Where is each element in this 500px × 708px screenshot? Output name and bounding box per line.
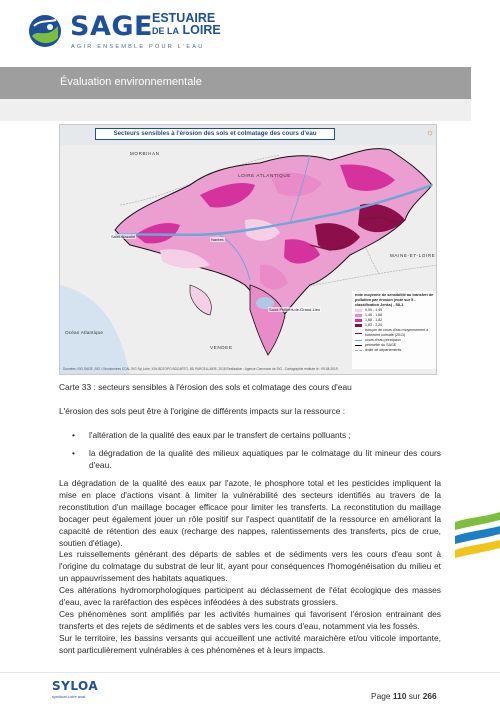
logo-line1: ESTUAIRE <box>152 11 216 25</box>
legend-label: limite de départements <box>365 348 402 352</box>
legend-line <box>355 350 362 351</box>
page-current: 110 <box>392 691 407 701</box>
legend-line <box>355 345 362 346</box>
page-sep: sur <box>408 691 421 701</box>
commune-label: Saint-Nazaire <box>111 234 136 239</box>
map-title: Secteurs sensibles à l'érosion des sols et colmatage des cours d'eau <box>95 128 335 140</box>
legend-label: 1,68 - 1,82 <box>365 318 383 322</box>
syloa-logo: SYLOA <box>52 679 99 693</box>
legend-label: tronçon de cours d'eau moyennement à fortement colmaté (2013) <box>365 328 429 337</box>
page-number <box>371 691 437 701</box>
page-prefix: Page <box>371 691 391 701</box>
body-text <box>59 478 441 657</box>
legend-label: 0,00 - 1,45 <box>365 308 383 312</box>
legend-label: cours d'eau principaux <box>365 338 401 342</box>
decorative-waves-icon <box>455 512 500 572</box>
map-figure <box>59 124 437 375</box>
map-legend <box>355 293 437 353</box>
paragraph: Ces altérations hydromorphologiques participent au déclassement de l'état écologique des masses d'eau, avec la raréfaction des espèces inféodées à des substrats grossiers. <box>59 585 441 608</box>
bullet-list <box>72 448 441 472</box>
commune-label: Saint-Philbert-de-Grand-Lieu <box>269 307 321 312</box>
legend-label: 1,83 - 2,20 <box>365 323 383 327</box>
page-total: 266 <box>422 691 437 701</box>
legend-line <box>355 340 362 341</box>
paragraph: Sur le territoire, les bassins versants qui accueillent une activité maraichère et/ou viticole importante, sont particulièrement vulnérables à ces phénomènes et à leurs impacts. <box>59 632 441 655</box>
syloa-logo-subtitle: syndicat Loire aval <box>52 694 86 699</box>
legend-swatch <box>355 314 362 318</box>
logo-line2-prefix: DE LA <box>152 26 179 36</box>
region-label-maine-et-loire: MAINE-ET-LOIRE <box>390 253 436 258</box>
legend-title: note moyenne de sensibilité au transfert de pollution par érosion (note sur 5 - classification Jenks) - SIL1 <box>355 293 434 307</box>
map-caption: Carte 33 : secteurs sensibles à l'érosion des sols et colmatage des cours d'eau <box>59 382 352 392</box>
paragraph: Les ruissellements générant des départs de sables et de sédiments vers les cours d'eau sont à l'origine du colmatage du substrat de leur lit, ayant pour conséquences l'homogénéisation du milieu et un appauvrissement des habitats aquatiques. <box>59 549 441 584</box>
bullet-list <box>72 430 441 442</box>
intro-paragraph: L'érosion des sols peut être à l'origine de différents impacts sur la ressource : <box>59 406 346 416</box>
paragraph: La dégradation de la qualité des eaux par l'azote, le phosphore total et les pesticides impliquent la mise en place d'actions visant à limiter la vulnérabilité des secteurs identifiés au travers de la reconstitution d'un maillage bocager efficace pour limiter les transferts. La reconstitution du maillage bocager peut également jouer un rôle positif sur l'aspect quantitatif de la ressource en améliorant la capacité de rétention des eaux (recharge des nappes, ralentissements des transferts, pics de crue, soutien d'étiage). <box>59 478 441 548</box>
legend-label: 1,46 - 1,66 <box>365 313 383 317</box>
legend-swatch <box>355 319 362 323</box>
section-band-shadow <box>0 99 471 121</box>
legend-swatch <box>355 324 362 328</box>
legend-row <box>355 348 437 353</box>
region-label-ocean: Océan Atlantique <box>65 330 104 335</box>
logo-estuaire-text <box>152 12 221 37</box>
commune-label: Nantes <box>211 237 224 242</box>
compass-icon: ☼ <box>426 127 435 137</box>
logo-line2: LOIRE <box>182 23 221 37</box>
legend-label: périmètre du SAGE <box>365 343 397 347</box>
section-band <box>0 67 471 99</box>
footer-divider <box>0 672 500 673</box>
region-label-loire-atlantique: LOIRE ATLANTIQUE <box>238 173 291 178</box>
page-header <box>0 0 500 62</box>
region-label-morbihan: MORBIHAN <box>130 151 160 156</box>
map-credit: Données: SIG SAGE, SIG / Géodonnées CCAL SIG Syl Loire, IGN BDTOPO BDCARTO, BD PARCELLAIRE, 2018 Réalisation : Agence Commune de SIG - Cartographie réalisée le : 09-08-2019 <box>63 367 338 371</box>
legend-row <box>355 328 437 338</box>
logo-sage-text: SAGE <box>70 11 153 42</box>
logo-tagline: AGIR ENSEMBLE POUR L'EAU <box>71 44 205 50</box>
sage-logo-icon <box>28 14 62 48</box>
paragraph: Ces phénomènes sont amplifiés par les activités humaines qui favorisent l'érosion entrainant des transferts et des rejets de sédiments et de sables vers les cours d'eau, notamment via les fossés. <box>59 608 441 631</box>
section-title: Évaluation environnementale <box>60 76 202 88</box>
legend-line <box>355 333 362 334</box>
legend-swatch <box>355 309 362 313</box>
region-label-vendee: VENDEE <box>210 345 233 350</box>
bullet-item: • l'altération de la qualité des eaux par le transfert de certains polluants ; <box>72 430 441 442</box>
bullet-item: • la dégradation de la qualité des milieux aquatiques par le colmatage du lit mineur des cours d'eau. <box>72 448 441 472</box>
